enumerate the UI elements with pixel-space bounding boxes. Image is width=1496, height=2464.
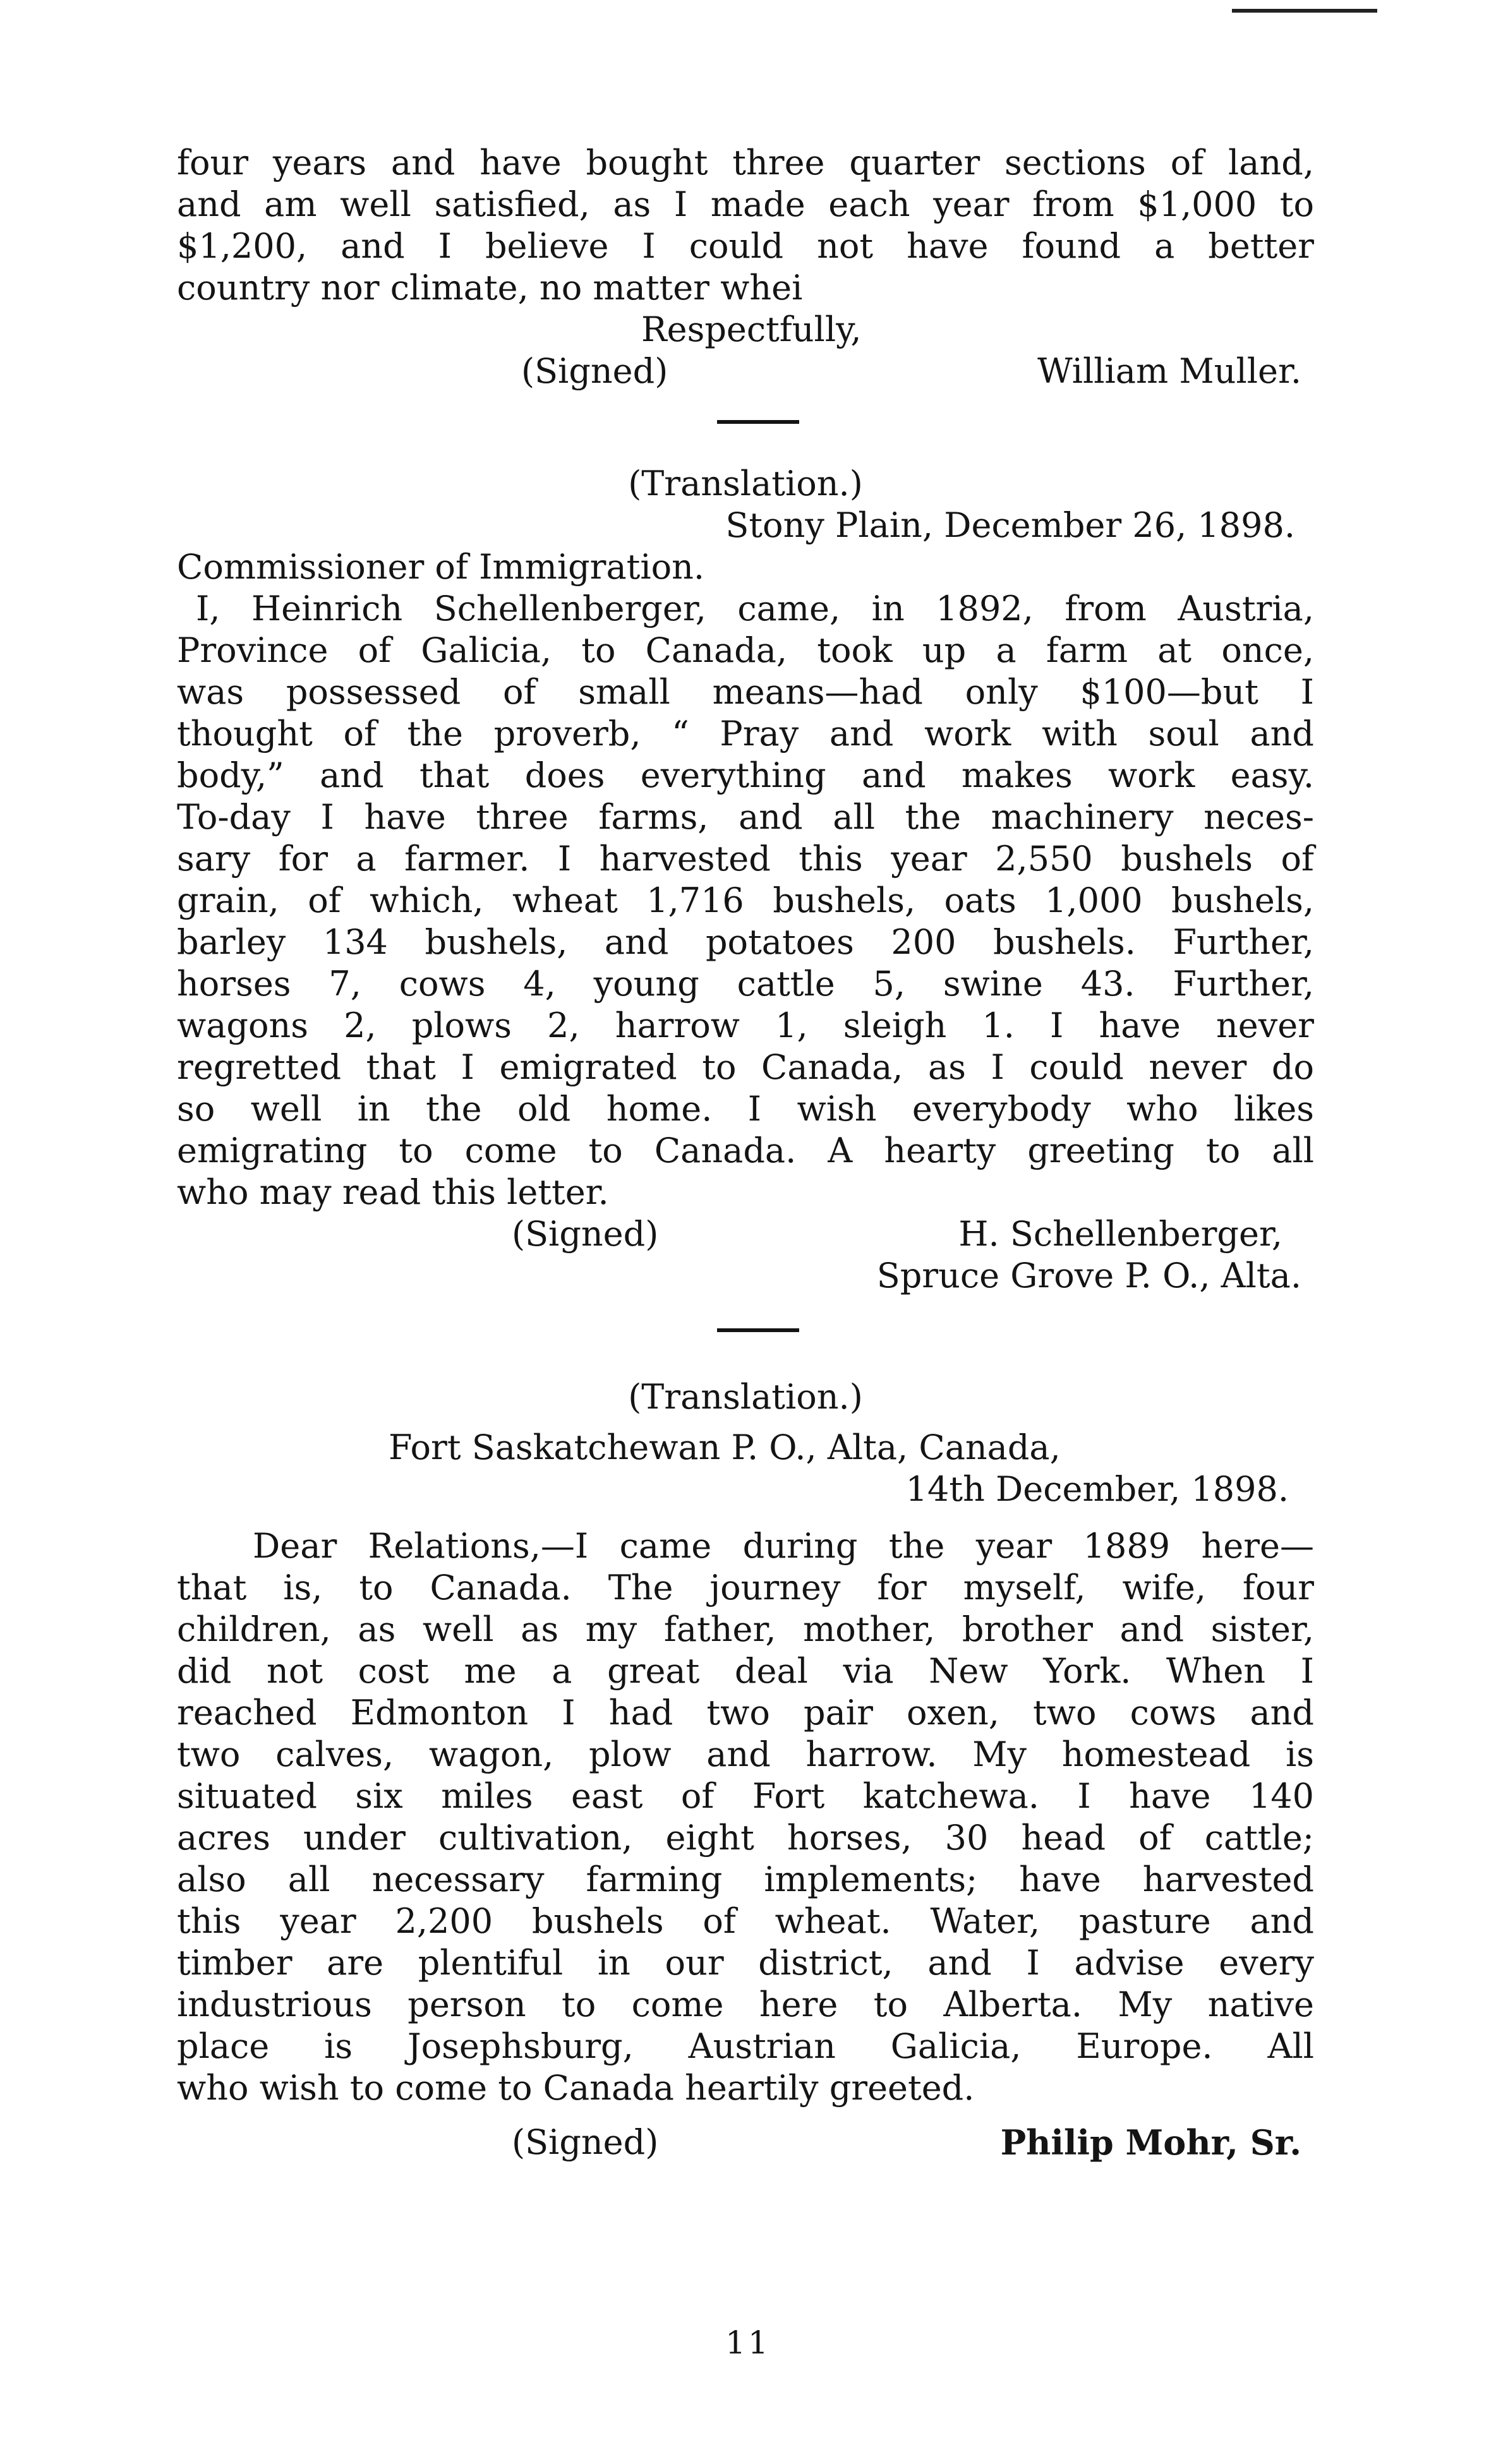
body-line: was possessed of small means—had only $100—but I <box>177 672 1314 712</box>
signer-address: Spruce Grove P. O., Alta. <box>876 1256 1301 1295</box>
signed-label: (Signed) <box>512 2122 659 2162</box>
body-line: did not cost me a great deal via New York. When I <box>177 1651 1314 1691</box>
body-line: timber are plentiful in our district, and I advise every <box>177 1943 1314 1983</box>
body-line: reached Edmonton I had two pair oxen, two cows and <box>177 1693 1314 1733</box>
letter-mohr <box>177 1376 1314 2163</box>
closing: Respectfully, <box>641 310 862 349</box>
letter-muller <box>177 142 1314 392</box>
body-line: emigrating to come to Canada. A hearty greeting to all <box>177 1131 1314 1170</box>
page-number: 11 <box>725 2324 771 2361</box>
body-line: body,” and that does everything and makes work easy. <box>177 755 1314 795</box>
signer-name: H. Schellenberger, <box>958 1214 1282 1254</box>
signature-row <box>177 2122 1314 2163</box>
body-line: so well in the old home. I wish everybody who likes <box>177 1089 1314 1129</box>
signature-row <box>177 351 1314 392</box>
body-line: and am well satisfied, as I made each year from $1,000 to <box>177 184 1314 224</box>
date: 14th December, 1898. <box>905 1469 1289 1509</box>
body-line: children, as well as my father, mother, brother and sister, <box>177 1609 1314 1649</box>
body-line: wagons 2, plows 2, harrow 1, sleigh 1. I have never <box>177 1006 1314 1045</box>
page-content <box>177 142 1314 2163</box>
body-line: sary for a farmer. I harvested this year 2,550 bushels of <box>177 839 1314 879</box>
body-line: country nor climate, no matter whei <box>177 268 803 308</box>
body-line: who wish to come to Canada heartily greeted. <box>177 2068 975 2108</box>
body-line: also all necessary farming implements; have harvested <box>177 1860 1314 1899</box>
body-line: who may read this letter. <box>177 1172 609 1212</box>
translation-heading: (Translation.) <box>628 1377 863 1417</box>
translation-heading: (Translation.) <box>628 464 863 503</box>
body-line: grain, of which, wheat 1,716 bushels, oats 1,000 bushels, <box>177 880 1314 920</box>
signature-row <box>177 1213 1314 1255</box>
body-line: place is Josephsburg, Austrian Galicia, Europe. All <box>177 2026 1314 2066</box>
signed-label: (Signed) <box>512 1214 659 1254</box>
body-line: Dear Relations,—I came during the year 1889 here— <box>253 1526 1314 1566</box>
top-rule <box>1232 9 1377 13</box>
body-line: $1,200, and I believe I could not have found a better <box>177 226 1314 266</box>
addressee: Commissioner of Immigration. <box>177 547 705 587</box>
body-line: Province of Galicia, to Canada, took up a farm at once, <box>177 630 1314 670</box>
body-line: horses 7, cows 4, young cattle 5, swine 43. Further, <box>177 964 1314 1004</box>
body-line: acres under cultivation, eight horses, 30 head of cattle; <box>177 1818 1314 1858</box>
place: Fort Saskatchewan P. O., Alta, Canada, <box>389 1427 1061 1467</box>
body-line: industrious person to come here to Alberta. My native <box>177 1985 1314 2024</box>
body-line: two calves, wagon, plow and harrow. My homestead is <box>177 1734 1314 1774</box>
body-line: regretted that I emigrated to Canada, as I could never do <box>177 1047 1314 1087</box>
body-line: barley 134 bushels, and potatoes 200 bushels. Further, <box>177 922 1314 962</box>
body-line: four years and have bought three quarter sections of land, <box>177 143 1314 183</box>
signer-name: William Muller. <box>1037 351 1301 391</box>
letter-schellenberger <box>177 463 1314 1297</box>
body-line: that is, to Canada. The journey for myself, wife, four <box>177 1568 1314 1608</box>
place-date: Stony Plain, December 26, 1898. <box>725 505 1295 545</box>
body-line: I, Heinrich Schellenberger, came, in 1892, from Austria, <box>196 589 1314 628</box>
body-line: this year 2,200 bushels of wheat. Water, pasture and <box>177 1901 1314 1941</box>
body-line: To-day I have three farms, and all the machinery neces- <box>177 797 1314 837</box>
body-line: situated six miles east of Fort katchewa. I have 140 <box>177 1776 1314 1816</box>
signer-name: Philip Mohr, Sr. <box>1000 2122 1301 2163</box>
signed-label: (Signed) <box>521 351 668 391</box>
body-line: thought of the proverb, “ Pray and work with soul and <box>177 714 1314 754</box>
